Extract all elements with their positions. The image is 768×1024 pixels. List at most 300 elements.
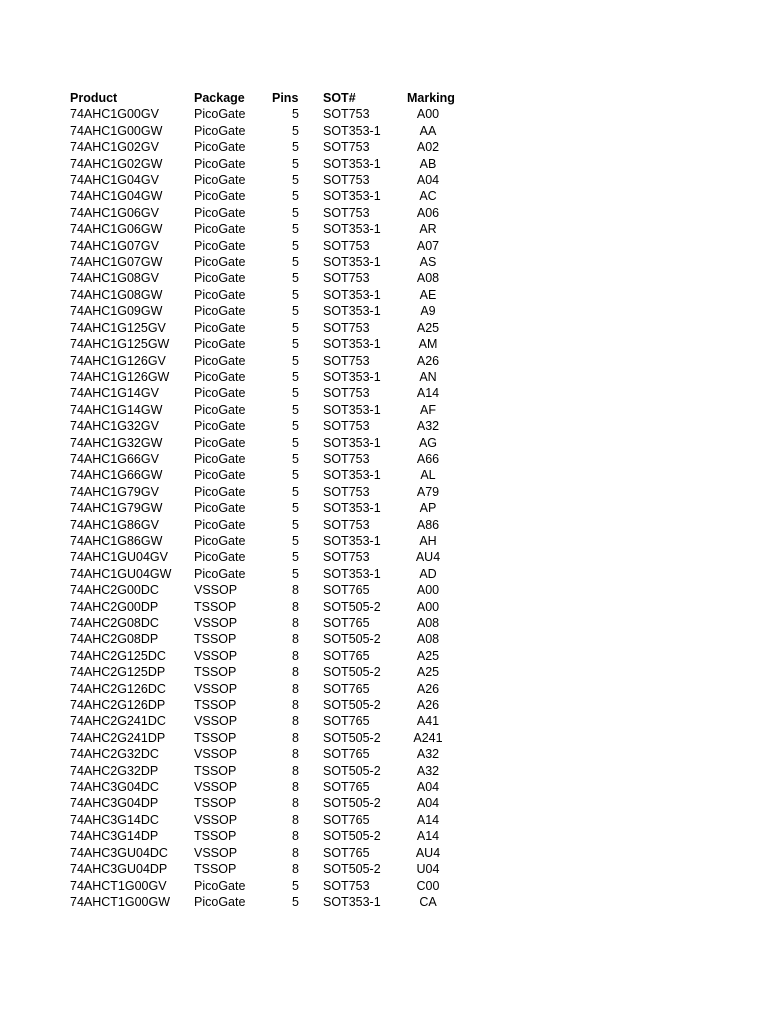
cell-package: VSSOP	[194, 845, 238, 860]
cell-product: 74AHC2G125DP	[70, 665, 166, 680]
column-gap	[299, 287, 323, 303]
cell-sot: SOT753	[323, 517, 370, 532]
table-row	[70, 221, 453, 237]
cell-pins: 5	[292, 533, 299, 548]
cell-pins: 8	[292, 698, 299, 713]
cell-pins: 5	[292, 550, 299, 565]
cell-package: PicoGate	[194, 435, 246, 450]
column-gap	[299, 385, 323, 401]
cell-sot: SOT505-2	[323, 665, 381, 680]
table-row	[70, 517, 453, 533]
table-row	[70, 320, 453, 336]
table-row	[70, 845, 453, 861]
cell-package: PicoGate	[194, 468, 246, 483]
column-gap	[299, 845, 323, 861]
cell-sot: SOT765	[323, 780, 370, 795]
table-row	[70, 435, 453, 451]
cell-marking: AG	[418, 435, 438, 450]
cell-package: PicoGate	[194, 304, 246, 319]
table-row	[70, 139, 453, 155]
cell-marking: AM	[418, 337, 438, 352]
column-gap	[299, 320, 323, 336]
table-row	[70, 763, 453, 779]
cell-product: 74AHC1G126GV	[70, 353, 166, 368]
cell-product: 74AHC1GU04GV	[70, 550, 168, 565]
cell-product: 74AHC3GU04DP	[70, 862, 168, 877]
cell-sot: SOT353-1	[323, 501, 381, 516]
table-row	[70, 566, 453, 582]
column-gap	[299, 664, 323, 680]
table-row	[70, 812, 453, 828]
cell-product: 74AHC2G32DP	[70, 763, 159, 778]
product-table	[70, 90, 453, 910]
cell-sot: SOT753	[323, 878, 370, 893]
column-gap	[299, 123, 323, 139]
table-row	[70, 533, 453, 549]
cell-product: 74AHC1G04GW	[70, 189, 163, 204]
cell-package: TSSOP	[194, 862, 237, 877]
cell-pins: 8	[292, 599, 299, 614]
cell-package: PicoGate	[194, 451, 246, 466]
cell-pins: 8	[292, 862, 299, 877]
table-row	[70, 664, 453, 680]
cell-pins: 5	[292, 878, 299, 893]
cell-product: 74AHC1G32GV	[70, 419, 159, 434]
cell-marking: AA	[419, 123, 437, 138]
cell-marking: A14	[416, 386, 440, 401]
cell-marking: A08	[416, 271, 440, 286]
column-gap	[299, 303, 323, 319]
table-row	[70, 451, 453, 467]
cell-package: PicoGate	[194, 107, 246, 122]
cell-sot: SOT753	[323, 205, 370, 220]
cell-pins: 5	[292, 501, 299, 516]
cell-sot: SOT753	[323, 320, 370, 335]
cell-marking: A08	[416, 616, 440, 630]
cell-pins: 8	[292, 730, 299, 745]
cell-sot: SOT753	[323, 140, 370, 155]
column-gap	[299, 599, 323, 615]
cell-pins: 8	[292, 780, 299, 795]
column-gap	[299, 435, 323, 451]
table-row	[70, 681, 453, 697]
cell-sot: SOT753	[323, 451, 370, 466]
cell-pins: 5	[292, 468, 299, 483]
column-gap	[299, 861, 323, 877]
cell-pins: 8	[292, 632, 299, 647]
cell-sot: SOT353-1	[323, 255, 381, 270]
cell-pins: 5	[292, 369, 299, 384]
cell-package: VSSOP	[194, 714, 238, 729]
cell-product: 74AHC2G126DP	[70, 698, 166, 713]
cell-marking: U04	[416, 862, 440, 877]
cell-package: PicoGate	[194, 255, 246, 270]
cell-product: 74AHC1G66GW	[70, 468, 163, 483]
cell-product: 74AHC2G00DP	[70, 599, 159, 614]
cell-pins: 5	[292, 894, 299, 909]
cell-sot: SOT753	[323, 238, 370, 253]
cell-marking: AN	[419, 369, 437, 384]
cell-marking: A9	[420, 304, 436, 319]
column-gap	[299, 90, 323, 106]
cell-package: PicoGate	[194, 189, 246, 204]
column-gap	[299, 615, 323, 631]
cell-package: TSSOP	[194, 698, 237, 713]
cell-product: 74AHC3GU04DC	[70, 845, 168, 860]
cell-product: 74AHC1G02GV	[70, 140, 159, 155]
table-row	[70, 746, 453, 762]
cell-pins: 5	[292, 451, 299, 466]
cell-pins: 8	[292, 747, 299, 762]
cell-marking: A26	[416, 681, 440, 696]
column-gap	[299, 467, 323, 483]
table-row	[70, 894, 453, 910]
column-gap	[299, 730, 323, 746]
cell-sot: SOT353-1	[323, 222, 381, 237]
column-gap	[299, 763, 323, 779]
cell-pins: 5	[292, 566, 299, 581]
cell-product: 74AHC1G07GW	[70, 255, 163, 270]
cell-package: PicoGate	[194, 501, 246, 516]
cell-marking: A14	[416, 812, 440, 827]
cell-pins: 5	[292, 222, 299, 237]
cell-marking: AR	[419, 222, 437, 237]
cell-sot: SOT353-1	[323, 304, 381, 319]
column-gap	[299, 188, 323, 204]
cell-sot: SOT353-1	[323, 369, 381, 384]
cell-marking: A00	[416, 583, 440, 598]
column-gap	[299, 697, 323, 713]
cell-marking: AH	[419, 533, 437, 548]
cell-marking: AD	[419, 566, 437, 581]
cell-sot: SOT753	[323, 107, 370, 122]
column-gap	[299, 336, 323, 352]
cell-sot: SOT505-2	[323, 730, 381, 745]
cell-product: 74AHC1G126GW	[70, 369, 170, 384]
cell-pins: 8	[292, 812, 299, 827]
cell-pins: 5	[292, 205, 299, 220]
column-gap	[299, 828, 323, 844]
column-gap	[299, 500, 323, 516]
cell-package: PicoGate	[194, 337, 246, 352]
cell-pins: 8	[292, 796, 299, 811]
cell-marking: A07	[416, 238, 440, 253]
cell-product: 74AHC1G07GV	[70, 238, 159, 253]
cell-product: 74AHC1G14GW	[70, 402, 163, 417]
cell-sot: SOT765	[323, 681, 370, 696]
cell-sot: SOT353-1	[323, 468, 381, 483]
cell-product: 74AHC1G00GV	[70, 107, 159, 122]
cell-pins: 5	[292, 435, 299, 450]
cell-package: PicoGate	[194, 353, 246, 368]
cell-product: 74AHC2G125DC	[70, 648, 166, 663]
cell-package: PicoGate	[194, 271, 246, 286]
cell-pins: 5	[292, 287, 299, 302]
column-gap	[299, 795, 323, 811]
cell-pins: 5	[292, 353, 299, 368]
header-marking: Marking	[407, 91, 455, 105]
table-row	[70, 205, 453, 221]
table-row	[70, 106, 453, 122]
cell-pins: 5	[292, 107, 299, 122]
cell-marking: A00	[416, 599, 440, 614]
table-header-row	[70, 90, 453, 106]
column-gap	[299, 779, 323, 795]
column-gap	[299, 549, 323, 565]
cell-pins: 5	[292, 517, 299, 532]
column-gap	[299, 369, 323, 385]
cell-product: 74AHC1G00GW	[70, 123, 163, 138]
column-gap	[299, 205, 323, 221]
cell-product: 74AHC1G14GV	[70, 386, 159, 401]
table-row	[70, 172, 453, 188]
cell-pins: 5	[292, 386, 299, 401]
cell-marking: C00	[416, 878, 440, 893]
cell-package: VSSOP	[194, 780, 238, 795]
cell-pins: 8	[292, 665, 299, 680]
column-gap	[299, 631, 323, 647]
cell-sot: SOT753	[323, 386, 370, 401]
column-gap	[299, 894, 323, 910]
table-row	[70, 730, 453, 746]
cell-pins: 5	[292, 304, 299, 319]
cell-package: PicoGate	[194, 402, 246, 417]
column-gap	[299, 238, 323, 254]
cell-product: 74AHC2G241DP	[70, 730, 166, 745]
cell-marking: AC	[419, 189, 437, 204]
table-row	[70, 467, 453, 483]
cell-package: PicoGate	[194, 287, 246, 302]
cell-sot: SOT753	[323, 484, 370, 499]
cell-package: PicoGate	[194, 205, 246, 220]
column-gap	[299, 221, 323, 237]
cell-product: 74AHC1G86GW	[70, 533, 163, 548]
cell-package: TSSOP	[194, 665, 237, 680]
cell-marking: A79	[416, 484, 440, 499]
cell-sot: SOT765	[323, 812, 370, 827]
table-row	[70, 287, 453, 303]
cell-marking: A02	[416, 140, 440, 155]
cell-package: PicoGate	[194, 156, 246, 171]
cell-package: PicoGate	[194, 419, 246, 434]
cell-sot: SOT753	[323, 419, 370, 434]
cell-pins: 5	[292, 140, 299, 155]
cell-pins: 5	[292, 123, 299, 138]
column-gap	[299, 451, 323, 467]
cell-product: 74AHCT1G00GV	[70, 878, 167, 893]
cell-marking: A04	[416, 173, 440, 188]
cell-package: VSSOP	[194, 747, 238, 762]
header-pins: Pins	[272, 91, 299, 105]
cell-sot: SOT765	[323, 845, 370, 860]
header-sot: SOT#	[323, 91, 356, 105]
table-row	[70, 500, 453, 516]
cell-sot: SOT353-1	[323, 337, 381, 352]
cell-marking: A25	[416, 665, 440, 680]
header-product: Product	[70, 91, 118, 105]
cell-package: TSSOP	[194, 632, 237, 647]
cell-marking: A66	[416, 451, 440, 466]
cell-pins: 5	[292, 484, 299, 499]
cell-product: 74AHC1G86GV	[70, 517, 159, 532]
column-gap	[299, 254, 323, 270]
cell-product: 74AHC2G08DP	[70, 632, 159, 647]
cell-product: 74AHC3G14DC	[70, 812, 159, 827]
cell-package: PicoGate	[194, 878, 246, 893]
table-row	[70, 270, 453, 286]
cell-package: PicoGate	[194, 173, 246, 188]
cell-marking: CA	[419, 894, 437, 909]
table-row	[70, 336, 453, 352]
table-row	[70, 795, 453, 811]
cell-package: PicoGate	[194, 517, 246, 532]
cell-product: 74AHC1G02GW	[70, 156, 163, 171]
cell-marking: A32	[416, 747, 440, 762]
cell-package: PicoGate	[194, 369, 246, 384]
cell-pins: 5	[292, 271, 299, 286]
cell-package: VSSOP	[194, 583, 238, 598]
cell-sot: SOT353-1	[323, 533, 381, 548]
column-gap	[299, 139, 323, 155]
cell-marking: A25	[416, 320, 440, 335]
column-gap	[299, 746, 323, 762]
cell-product: 74AHC2G241DC	[70, 714, 166, 729]
table-row	[70, 878, 453, 894]
cell-sot: SOT353-1	[323, 435, 381, 450]
cell-package: PicoGate	[194, 140, 246, 155]
table-row	[70, 238, 453, 254]
cell-sot: SOT353-1	[323, 156, 381, 171]
cell-sot: SOT505-2	[323, 599, 381, 614]
column-gap	[299, 106, 323, 122]
cell-product: 74AHC1G66GV	[70, 451, 159, 466]
cell-marking: A86	[416, 517, 440, 532]
cell-product: 74AHC1G79GW	[70, 501, 163, 516]
cell-pins: 8	[292, 616, 299, 630]
cell-marking: AF	[420, 402, 436, 417]
cell-sot: SOT505-2	[323, 829, 381, 844]
cell-marking: A08	[416, 632, 440, 647]
cell-pins: 5	[292, 337, 299, 352]
cell-sot: SOT353-1	[323, 123, 381, 138]
column-gap	[299, 484, 323, 500]
cell-pins: 8	[292, 845, 299, 860]
cell-marking: A14	[416, 829, 440, 844]
table-row	[70, 353, 453, 369]
table-row	[70, 188, 453, 204]
cell-package: PicoGate	[194, 386, 246, 401]
cell-sot: SOT353-1	[323, 189, 381, 204]
cell-product: 74AHC1G08GW	[70, 287, 163, 302]
cell-product: 74AHC1G04GV	[70, 173, 159, 188]
cell-package: PicoGate	[194, 238, 246, 253]
cell-product: 74AHC1G125GW	[70, 337, 170, 352]
cell-pins: 5	[292, 189, 299, 204]
cell-package: PicoGate	[194, 320, 246, 335]
cell-package: PicoGate	[194, 123, 246, 138]
cell-marking: AU4	[415, 845, 441, 860]
table-row	[70, 303, 453, 319]
cell-pins: 5	[292, 255, 299, 270]
cell-pins: 5	[292, 402, 299, 417]
cell-sot: SOT753	[323, 353, 370, 368]
cell-pins: 5	[292, 419, 299, 434]
cell-product: 74AHC2G126DC	[70, 681, 166, 696]
cell-marking: AS	[419, 255, 437, 270]
column-gap	[299, 582, 323, 598]
column-gap	[299, 402, 323, 418]
column-gap	[299, 681, 323, 697]
cell-package: TSSOP	[194, 796, 237, 811]
cell-marking: AP	[419, 501, 437, 516]
cell-sot: SOT505-2	[323, 796, 381, 811]
column-gap	[299, 517, 323, 533]
cell-marking: A04	[416, 796, 440, 811]
column-gap	[299, 270, 323, 286]
cell-package: TSSOP	[194, 730, 237, 745]
cell-sot: SOT765	[323, 714, 370, 729]
cell-package: TSSOP	[194, 599, 237, 614]
cell-marking: A06	[416, 205, 440, 220]
cell-product: 74AHC1GU04GW	[70, 566, 172, 581]
table-row	[70, 713, 453, 729]
cell-product: 74AHC1G32GW	[70, 435, 163, 450]
cell-marking: A00	[416, 107, 440, 122]
cell-product: 74AHC2G32DC	[70, 747, 159, 762]
cell-product: 74AHC1G79GV	[70, 484, 159, 499]
cell-sot: SOT505-2	[323, 763, 381, 778]
cell-sot: SOT505-2	[323, 698, 381, 713]
cell-product: 74AHC1G06GV	[70, 205, 159, 220]
cell-marking: AB	[419, 156, 437, 171]
column-gap	[299, 713, 323, 729]
table-row	[70, 697, 453, 713]
cell-sot: SOT353-1	[323, 287, 381, 302]
cell-package: PicoGate	[194, 894, 246, 909]
cell-marking: A41	[416, 714, 440, 729]
table-row	[70, 418, 453, 434]
cell-package: TSSOP	[194, 829, 237, 844]
cell-product: 74AHC2G00DC	[70, 583, 159, 598]
cell-pins: 8	[292, 714, 299, 729]
cell-sot: SOT765	[323, 648, 370, 663]
table-row	[70, 549, 453, 565]
cell-product: 74AHC2G08DC	[70, 616, 159, 630]
cell-package: PicoGate	[194, 222, 246, 237]
cell-marking: A241	[413, 730, 443, 745]
table-row	[70, 156, 453, 172]
cell-product: 74AHC1G08GV	[70, 271, 159, 286]
table-row	[70, 779, 453, 795]
column-gap	[299, 156, 323, 172]
table-row	[70, 631, 453, 647]
table-row	[70, 615, 453, 631]
cell-marking: A32	[416, 763, 440, 778]
cell-sot: SOT505-2	[323, 862, 381, 877]
table-row	[70, 861, 453, 877]
cell-product: 74AHC1G125GV	[70, 320, 166, 335]
cell-marking: A26	[416, 698, 440, 713]
column-gap	[299, 812, 323, 828]
cell-product: 74AHC3G14DP	[70, 829, 159, 844]
table-row	[70, 599, 453, 615]
cell-marking: A04	[416, 780, 440, 795]
cell-pins: 8	[292, 681, 299, 696]
cell-package: TSSOP	[194, 763, 237, 778]
table-row	[70, 582, 453, 598]
cell-package: PicoGate	[194, 484, 246, 499]
cell-marking: A25	[416, 648, 440, 663]
